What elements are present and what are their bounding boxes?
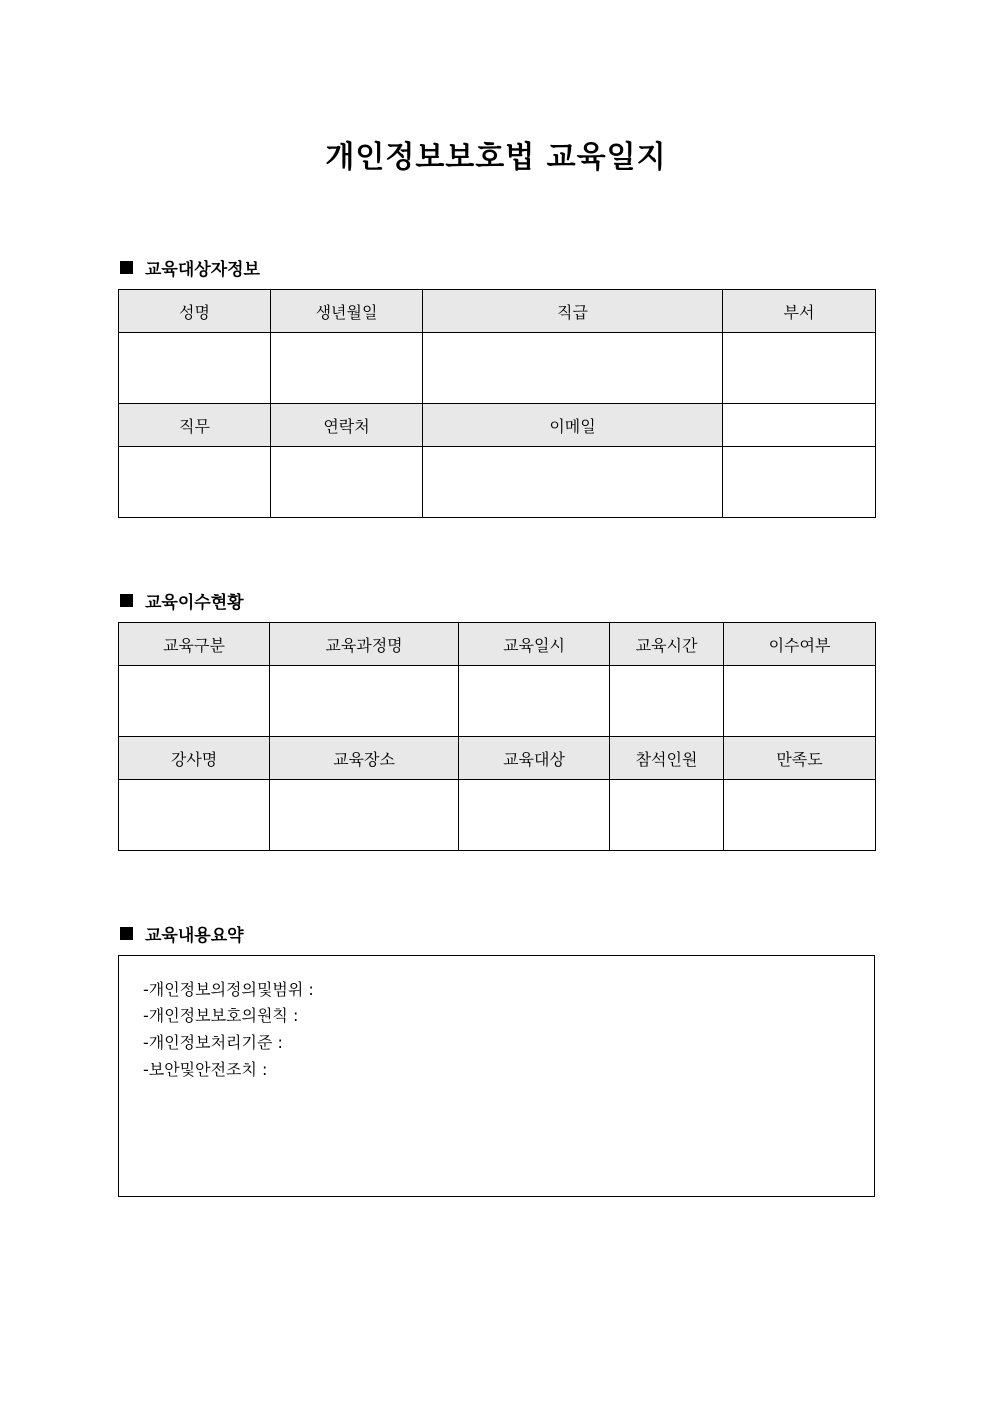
table-input-row <box>119 666 876 737</box>
header-cell-satisfaction: 만족도 <box>724 737 876 780</box>
summary-box[interactable] <box>118 955 875 1197</box>
section-heading-trainee <box>120 255 260 280</box>
completion-status-table <box>118 622 876 851</box>
header-cell-birthdate: 생년월일 <box>271 290 423 333</box>
section-heading-label: 교육이수현황 <box>145 593 244 613</box>
input-cell-attendees[interactable] <box>610 780 724 851</box>
header-cell-course-name: 교육과정명 <box>270 623 459 666</box>
square-bullet-icon <box>120 594 133 607</box>
header-cell-duty: 직무 <box>119 404 271 447</box>
header-cell-completed: 이수여부 <box>724 623 876 666</box>
header-cell-name: 성명 <box>119 290 271 333</box>
document-title: 개인정보보호법 교육일지 <box>325 140 667 175</box>
summary-line: -개인정보처리기준 : <box>143 1033 283 1052</box>
trainee-info-table <box>118 289 876 518</box>
input-cell-datetime[interactable] <box>459 666 610 737</box>
input-cell-department[interactable] <box>723 333 876 404</box>
input-cell-contact[interactable] <box>271 447 423 518</box>
table-header-row <box>119 290 876 333</box>
header-cell-instructor: 강사명 <box>119 737 270 780</box>
square-bullet-icon <box>120 927 133 940</box>
table-input-row <box>119 447 876 518</box>
header-cell-datetime: 교육일시 <box>459 623 610 666</box>
section-heading-label: 교육대상자정보 <box>145 260 260 280</box>
input-cell-course-name[interactable] <box>270 666 459 737</box>
table-input-row <box>119 780 876 851</box>
summary-line: -보안및안전조치 : <box>143 1060 268 1079</box>
input-cell-duration[interactable] <box>610 666 724 737</box>
input-cell-category[interactable] <box>119 666 270 737</box>
header-cell-empty <box>723 404 876 447</box>
input-cell-extra[interactable] <box>723 447 876 518</box>
input-cell-audience[interactable] <box>459 780 610 851</box>
summary-line: -개인정보의정의및범위 : <box>143 980 314 999</box>
header-cell-attendees: 참석인원 <box>610 737 724 780</box>
input-cell-name[interactable] <box>119 333 271 404</box>
header-cell-rank: 직급 <box>423 290 723 333</box>
input-cell-rank[interactable] <box>423 333 723 404</box>
input-cell-completed[interactable] <box>724 666 876 737</box>
input-cell-duty[interactable] <box>119 447 271 518</box>
table-header-row <box>119 623 876 666</box>
input-cell-birthdate[interactable] <box>271 333 423 404</box>
table-header-row <box>119 737 876 780</box>
square-bullet-icon <box>120 261 133 274</box>
header-cell-email: 이메일 <box>423 404 723 447</box>
table-input-row <box>119 333 876 404</box>
summary-line: -개인정보보호의원칙 : <box>143 1006 299 1025</box>
table-header-row <box>119 404 876 447</box>
section-heading-label: 교육내용요약 <box>145 926 244 946</box>
section-heading-summary <box>120 921 244 946</box>
input-cell-venue[interactable] <box>270 780 459 851</box>
header-cell-category: 교육구분 <box>119 623 270 666</box>
section-heading-completion <box>120 588 244 613</box>
input-cell-instructor[interactable] <box>119 780 270 851</box>
header-cell-department: 부서 <box>723 290 876 333</box>
input-cell-satisfaction[interactable] <box>724 780 876 851</box>
input-cell-email[interactable] <box>423 447 723 518</box>
header-cell-venue: 교육장소 <box>270 737 459 780</box>
header-cell-contact: 연락처 <box>271 404 423 447</box>
header-cell-audience: 교육대상 <box>459 737 610 780</box>
header-cell-duration: 교육시간 <box>610 623 724 666</box>
